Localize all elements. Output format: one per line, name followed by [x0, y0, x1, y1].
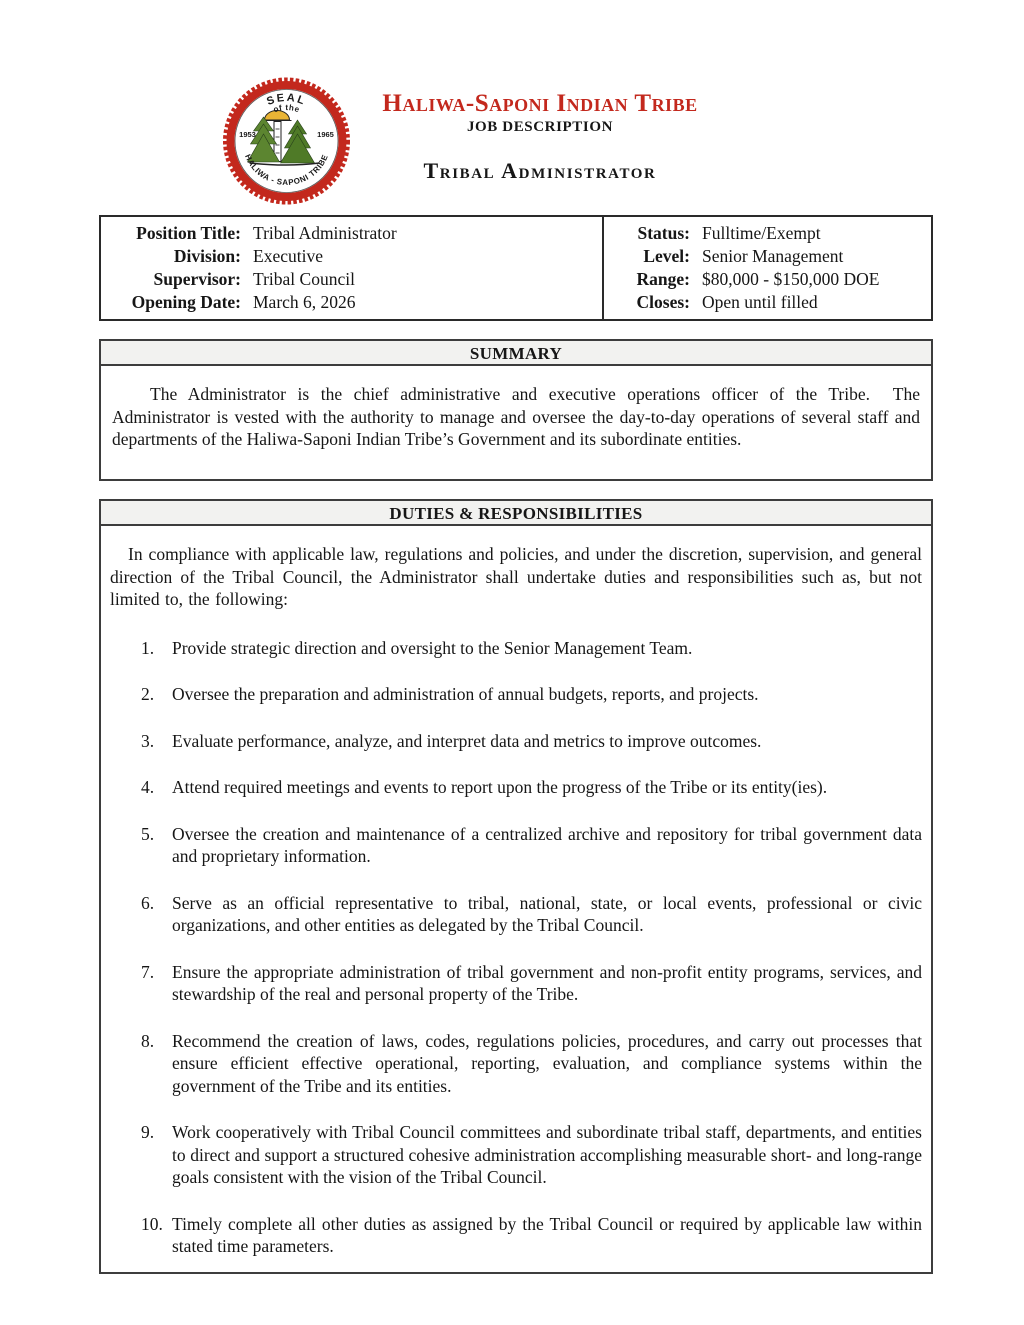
table-row	[101, 291, 931, 314]
duty-item-text: Evaluate performance, analyze, and interpret data and metrics to improve outcomes.	[172, 730, 762, 751]
duty-item-text: Timely complete all other duties as assigned by the Tribal Council or required by applicable law within stated time parameters.	[172, 1213, 922, 1256]
duty-item-text: Ensure the appropriate administration of tribal government and non-profit entity programs, services, and stewardship of the real and personal property of the Tribe.	[172, 961, 922, 1004]
summary-section	[99, 366, 933, 481]
info-value-left: Tribal Administrator	[253, 223, 397, 243]
info-value-left: March 6, 2026	[253, 292, 356, 312]
duty-list-item	[110, 683, 922, 706]
duty-item-number: 1.	[141, 637, 155, 658]
info-value-right: Open until filled	[702, 292, 818, 312]
duty-item-text: Provide strategic direction and oversight to the Senior Management Team.	[172, 637, 693, 658]
duty-item-number: 4.	[141, 777, 155, 797]
table-row	[101, 222, 931, 245]
duty-item-number: 8.	[141, 1030, 155, 1051]
duty-item-text: Serve as an official representative to tribal, national, state, or local events, professional or civic organizations, and other entities as delegated by the Tribal Council.	[172, 892, 922, 935]
info-value-right: Fulltime/Exempt	[702, 223, 821, 243]
duty-item-number: 2.	[141, 684, 155, 704]
info-value-right: $80,000 - $150,000 DOE	[702, 269, 880, 289]
duty-item-text: Oversee the preparation and administration of annual budgets, reports, and projects.	[172, 684, 759, 704]
duty-item-text: Attend required meetings and events to report upon the progress of the Tribe or its entity(ies).	[172, 777, 828, 797]
summary-paragraph: The Administrator is the chief administrative and executive operations officer of the Tribe. The Administrator is vested with the authority to manage and oversee the day-to-day operations of several staff and departments of the Haliwa-Saponi Indian Tribe’s Government and its subordinate entities.	[112, 384, 920, 449]
duty-item-number: 6.	[141, 892, 155, 913]
duties-list	[110, 637, 922, 1258]
table-column-divider	[602, 217, 604, 319]
duties-heading: DUTIES & RESPONSIBILITIES	[99, 499, 933, 526]
duty-item-number: 10.	[141, 1213, 163, 1234]
duty-item-number: 7.	[141, 961, 155, 982]
duty-list-item	[110, 961, 922, 1006]
seal-year-right: 1965	[317, 130, 334, 139]
seal-top-small-text: of the	[272, 103, 301, 115]
document-body	[99, 215, 933, 1274]
info-label-left: Division:	[173, 246, 241, 266]
duty-item-text: Work cooperatively with Tribal Council committees and subordinate tribal staff, departments, and entities to direct and support a structured cohesive administration accomplishing measurable short- and long-range goals consistent with the vision of the Tribal Council.	[172, 1122, 922, 1187]
seal-year-left: 1953	[239, 130, 256, 139]
table-row	[101, 245, 931, 268]
duty-list-item	[110, 776, 922, 799]
duty-list-item	[110, 1213, 922, 1258]
info-value-right: Senior Management	[702, 246, 844, 266]
duties-intro-paragraph: In compliance with applicable law, regulations and policies, and under the discretion, supervision, and general direction of the Tribal Council, the Administrator shall undertake duties and responsibilities such as, but not limited to, the following:	[110, 544, 922, 609]
duty-list-item	[110, 1121, 922, 1189]
position-info-table	[99, 215, 933, 321]
duty-item-number: 3.	[141, 730, 155, 751]
info-label-right: Status:	[637, 223, 690, 243]
info-label-right: Closes:	[636, 292, 690, 312]
doc-type-label: JOB DESCRIPTION	[466, 118, 614, 135]
info-label-left: Opening Date:	[131, 292, 241, 312]
duty-list-item	[110, 637, 922, 660]
document-header	[56, 0, 1024, 184]
summary-heading: SUMMARY	[99, 339, 933, 366]
duty-list-item	[110, 1030, 922, 1098]
duty-item-text: Oversee the creation and maintenance of a centralized archive and repository for tribal government data and proprietary information.	[172, 823, 922, 866]
info-value-left: Executive	[253, 246, 323, 266]
info-label-left: Supervisor:	[153, 269, 241, 289]
info-value-left: Tribal Council	[253, 269, 355, 289]
duty-list-item	[110, 823, 922, 868]
info-label-right: Level:	[643, 246, 690, 266]
duty-item-number: 5.	[141, 823, 155, 844]
seal-top-word: SEAL	[265, 91, 308, 108]
seal-bottom-text: HALIWA - SAPONI TRIBE	[243, 152, 330, 188]
org-name-title: Haliwa-Saponi Indian Tribe	[382, 90, 698, 117]
duty-list-item	[110, 892, 922, 937]
info-label-left: Position Title:	[136, 223, 241, 243]
duty-item-text: Recommend the creation of laws, codes, regulations policies, procedures, and carry out processes that ensure efficient effective operational, reporting, evaluation, and compliance systems within the government of the Tribe and its entities.	[172, 1030, 922, 1096]
info-label-right: Range:	[636, 269, 690, 289]
page-title: Tribal Administrator	[423, 157, 657, 183]
duty-item-number: 9.	[141, 1122, 155, 1142]
duties-section	[99, 526, 933, 1274]
duty-list-item	[110, 730, 922, 753]
table-row	[101, 268, 931, 291]
